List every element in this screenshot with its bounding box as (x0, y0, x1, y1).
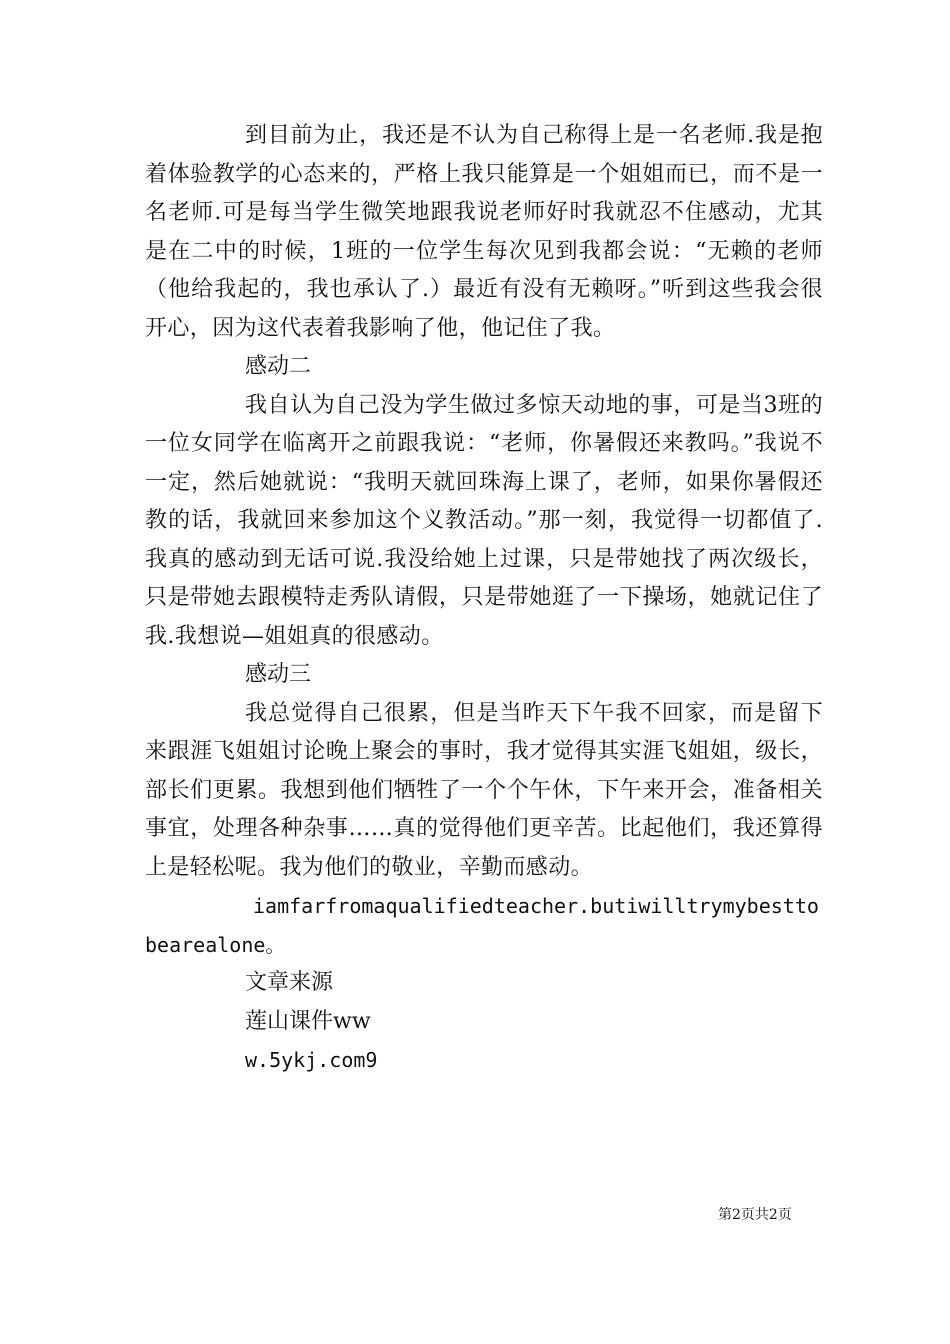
page-footer: 第2页共2页 (718, 1207, 792, 1223)
source-line-2 (145, 1041, 823, 1081)
paragraph-section-3: 我总觉得自己很累，但是当昨天下午我不回家，而是留下来跟涯飞姐姐讨论晚上聚会的事时，我才觉得其实涯飞姐姐，级长，部长们更累。我想到他们牺牲了一个个午休，下午来开会，准备相关事宜，处理各种杂事……真的觉得他们更辛苦。比起他们，我还算得上是轻松呢。我为他们的敬业，辛勤而感动。 (145, 700, 823, 880)
section-heading-2: 感动二 (245, 354, 312, 379)
source-line-2-text: w.5ykj.com9 (245, 1048, 378, 1072)
paragraph-intro: 到目前为止，我还是不认为自己称得上是一名老师.我是抱着体验教学的心态来的，严格上我只能算是一个姐姐而已，而不是一名老师.可是每当学生微笑地跟我说老师好时我就忍不住感动，尤其是在二中的时候，1班的一位学生每次见到我都会说：“无赖的老师（他给我起的，我也承认了.）最近有没有无赖呀。”听到这些我会很开心，因为这代表着我影响了他，他记住了我。 (145, 123, 823, 341)
section-heading-3: 感动三 (245, 662, 312, 687)
document-page (145, 117, 823, 1081)
english-sentence: iamfarfromaqualifiedteacher.butiwilltrymybesttobearealone。 (145, 894, 819, 957)
source-line-1 (145, 1003, 823, 1042)
source-line-1-text: 莲山课件ww (245, 1008, 371, 1034)
paragraph-section-2: 我自认为自己没为学生做过多惊天动地的事，可是当3班的一位女同学在临离开之前跟我说：“老师，你暑假还来教吗。”我说不一定，然后她就说：“我明天就回珠海上课了，老师，如果你暑假还教的话，我就回来参加这个义教活动。”那一刻，我觉得一切都值了.我真的感动到无话可说.我没给她上过课，只是带她找了两次级长，只是带她去跟模特走秀队请假，只是带她逛了一下操场，她就记住了我.我想说—姐姐真的很感动。 (145, 392, 823, 649)
source-label: 文章来源 (245, 970, 334, 995)
